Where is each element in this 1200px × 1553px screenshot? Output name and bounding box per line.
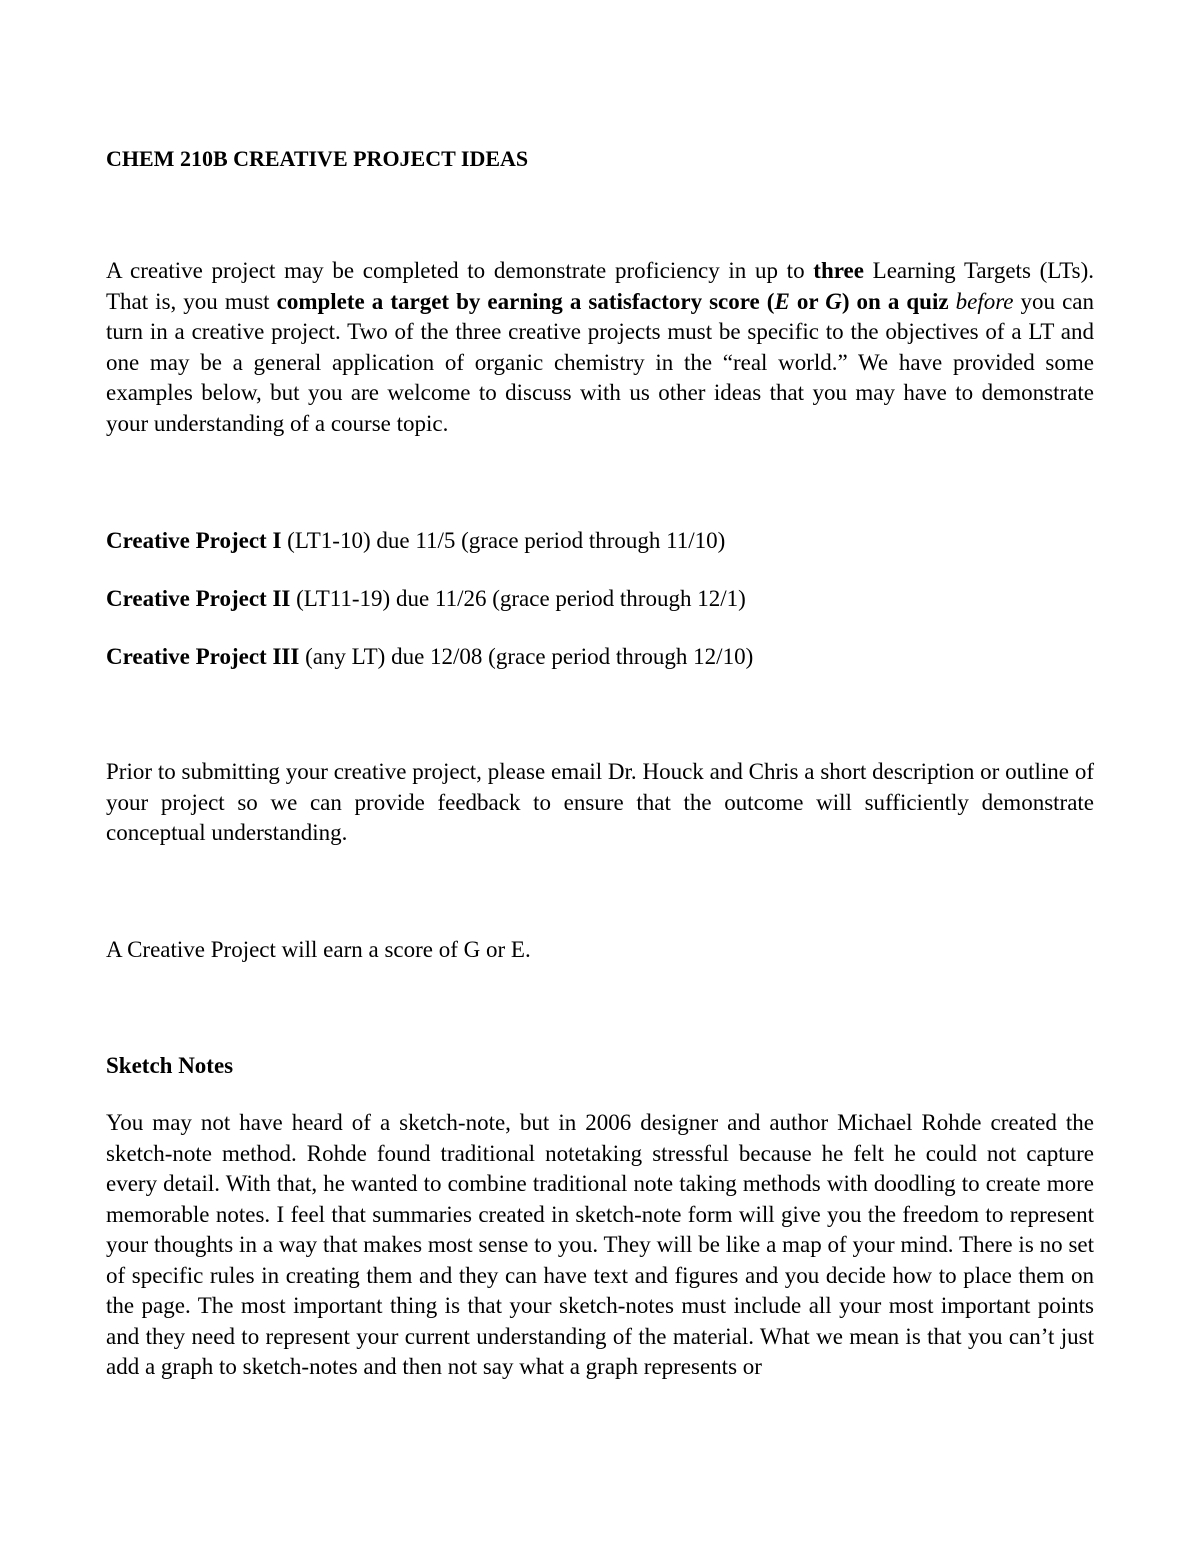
prior-submission-paragraph: Prior to submitting your creative project, please email Dr. Houck and Chris a short description or outline of your project so we can provide feedback to ensure that the outcome will sufficiently demonstrate conceptual understanding. xyxy=(106,759,1094,845)
score-note: A Creative Project will earn a score of G or E. xyxy=(106,937,531,962)
intro-paragraph xyxy=(106,256,1094,439)
intro-bold-italic-g: G xyxy=(825,288,842,314)
intro-text-3 xyxy=(949,289,956,314)
project-detail: (LT1-10) due 11/5 (grace period through 11/10) xyxy=(281,528,726,553)
project-line-1 xyxy=(106,526,725,556)
sketch-notes-heading: Sketch Notes xyxy=(106,1053,234,1078)
intro-bold-1: complete a target by earning a satisfactory score ( xyxy=(276,288,775,314)
intro-text-4: you can turn in a creative project. Two of the three creative projects must be specific to the objectives of a LT and one may be a general application of organic chemistry in the “real world.” We have provided some examples below, but you are welcome to discuss with us other ideas that you may have to demonstrate your understanding of a course topic. xyxy=(106,288,1095,436)
project-name: Creative Project I xyxy=(106,528,282,553)
document-title: CHEM 210B CREATIVE PROJECT IDEAS xyxy=(106,146,529,171)
intro-italic-before: before xyxy=(955,288,1014,314)
intro-bold-italic-e: E xyxy=(774,288,790,314)
project-detail: (any LT) due 12/08 (grace period through 12/10) xyxy=(299,644,754,669)
project-detail: (LT11-19) due 11/26 (grace period through 12/1) xyxy=(290,586,746,611)
intro-bold-2: or xyxy=(789,288,826,314)
sketch-notes-paragraph: You may not have heard of a sketch-note, but in 2006 designer and author Michael Rohde created the sketch-note method. Rohde found traditional notetaking stressful because he felt he could not capture every detail. With that, he wanted to combine traditional note taking methods with doodling to create more memorable notes. I feel that summaries created in sketch-note form will give you the freedom to represent your thoughts in a way that makes most sense to you. They will be like a map of your mind. There is no set of specific rules in creating them and they can have text and figures and you decide how to place them on the page. The most important thing is that your sketch-notes must include all your most important points and they need to represent your current understanding of the material. What we mean is that you can’t just add a graph to sketch-notes and then not say what a graph represents or xyxy=(106,1110,1094,1379)
intro-text-2: Learning Targets (LTs). That is, you must xyxy=(106,258,1094,314)
project-line-2 xyxy=(106,584,746,614)
intro-bold-requirement xyxy=(277,289,949,314)
project-name: Creative Project II xyxy=(106,586,291,611)
project-name: Creative Project III xyxy=(106,644,300,669)
project-line-3 xyxy=(106,642,753,672)
intro-text-1: A creative project may be completed to demonstrate proficiency in up to xyxy=(106,258,814,283)
intro-bold-three: three xyxy=(813,258,864,283)
intro-bold-3: ) on a quiz xyxy=(841,288,949,314)
